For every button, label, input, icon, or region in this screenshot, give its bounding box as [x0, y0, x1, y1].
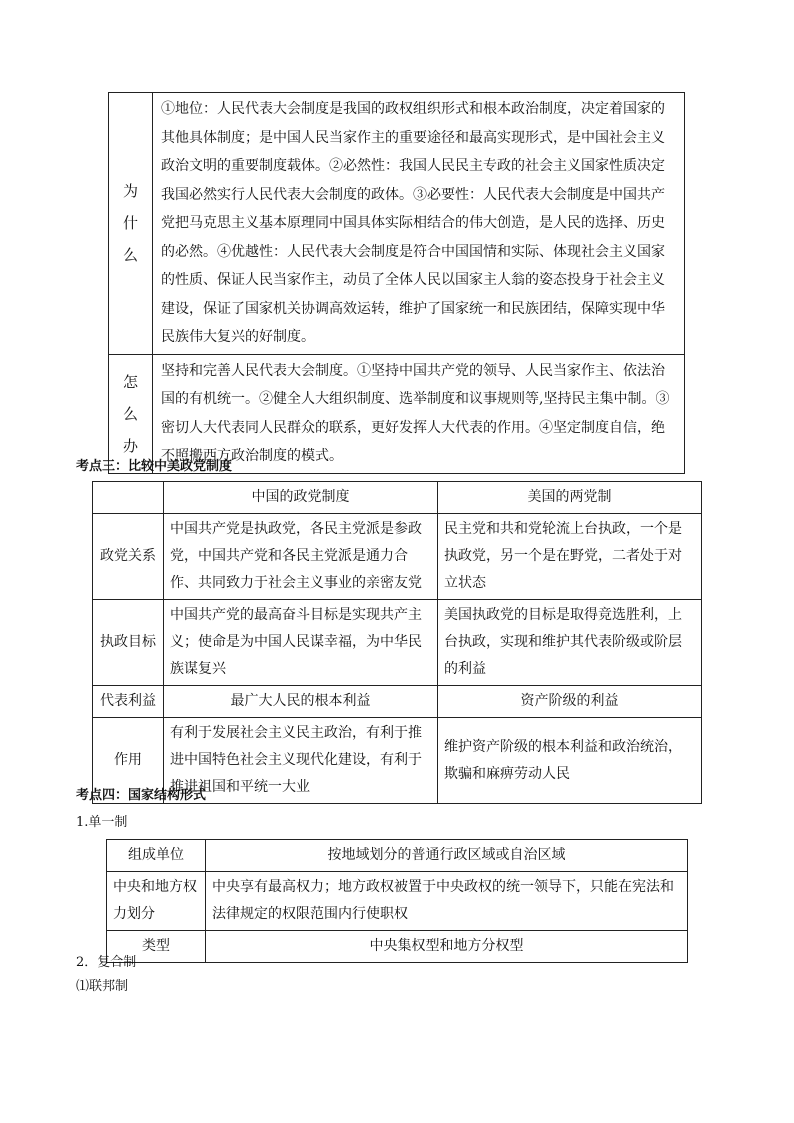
header-china: 中国的政党制度 [164, 482, 438, 514]
table-row [93, 686, 702, 718]
usa-cell: 资产阶级的利益 [438, 686, 702, 718]
table-header-row [93, 482, 702, 514]
party-comparison-table [92, 481, 702, 804]
header-usa: 美国的两党制 [438, 482, 702, 514]
why-text: ①地位：人民代表大会制度是我国的政权组织形式和根本政治制度，决定着国家的其他具体制度；是中国人民当家作主的重要途径和最高实现形式，是中国社会主义政治文明的重要制度载体。②必然性：我国人民民主专政的社会主义国家性质决定我国必然实行人民代表大会制度的政体。③必要性：人民代表大会制度是中国共产党把马克思主义基本原理同中国具体实际相结合的伟大创造，是人民的选择、历史的必然。④优越性：人民代表大会制度是符合中国国情和实际、体现社会主义国家的性质、保证人民当家作主，动员了全体人民以国家主人翁的姿态投身于社会主义建设，保证了国家机关协调高效运转，维护了国家统一和民族团结，保障实现中华民族伟大复兴的好制度。 [153, 93, 685, 355]
row-label: 作用 [93, 718, 164, 804]
row-label: 执政目标 [93, 600, 164, 686]
row-label: 代表利益 [93, 686, 164, 718]
table-row [107, 931, 688, 963]
unitary-system-table [106, 839, 688, 963]
why-label: 为 什 么 [109, 93, 153, 355]
row-value: 按地域划分的普通行政区域或自治区域 [206, 840, 688, 872]
how-label: 怎 么 办 [109, 354, 153, 473]
table-row [107, 872, 688, 931]
row-label: 政党关系 [93, 514, 164, 600]
china-cell: 有利于发展社会主义民主政治，有利于推进中国特色社会主义现代化建设，有利于推进祖国和平统一大业 [164, 718, 438, 804]
table-row [109, 354, 685, 473]
section4-heading: 考点四：国家结构形式 [76, 788, 207, 803]
table-row [93, 600, 702, 686]
table-row [109, 93, 685, 355]
usa-cell: 维护资产阶级的根本利益和政治统治，欺骗和麻痹劳动人民 [438, 718, 702, 804]
china-cell: 中国共产党是执政党，各民主党派是参政党，中国共产党和各民主党派是通力合作、共同致力于社会主义事业的亲密友党 [164, 514, 438, 600]
usa-cell: 美国执政党的目标是取得竞选胜利，上台执政，实现和维护其代表阶级或阶层的利益 [438, 600, 702, 686]
row-label: 类型 [107, 931, 206, 963]
table-row [93, 514, 702, 600]
row-value: 中央享有最高权力；地方政权被置于中央政权的统一领导下，只能在宪法和法律规定的权限范围内行使职权 [206, 872, 688, 931]
row-label: 组成单位 [107, 840, 206, 872]
how-text: 坚持和完善人民代表大会制度。①坚持中国共产党的领导、人民当家作主、依法治国的有机统一。②健全人大组织制度、选举制度和议事规则等,坚持民主集中制。③密切人大代表同人民群众的联系，更好发挥人大代表的作用。④坚定制度自信，绝不照搬西方政治制度的模式。 [153, 354, 685, 473]
header-empty [93, 482, 164, 514]
row-value: 中央集权型和地方分权型 [206, 931, 688, 963]
row-label: 中央和地方权力划分 [107, 872, 206, 931]
china-cell: 中国共产党的最高奋斗目标是实现共产主义；使命是为中国人民谋幸福，为中华民族谋复兴 [164, 600, 438, 686]
china-cell: 最广大人民的根本利益 [164, 686, 438, 718]
subheading-federal: ⑴联邦制 [76, 979, 129, 994]
table-row [107, 840, 688, 872]
subheading-unitary: 1.单一制 [76, 815, 128, 830]
people-congress-table [108, 92, 685, 474]
section3-heading: 考点三：比较中美政党制度 [76, 459, 233, 474]
subheading-compound: 2．复合制 [76, 955, 137, 970]
usa-cell: 民主党和共和党轮流上台执政，一个是执政党，另一个是在野党，二者处于对立状态 [438, 514, 702, 600]
